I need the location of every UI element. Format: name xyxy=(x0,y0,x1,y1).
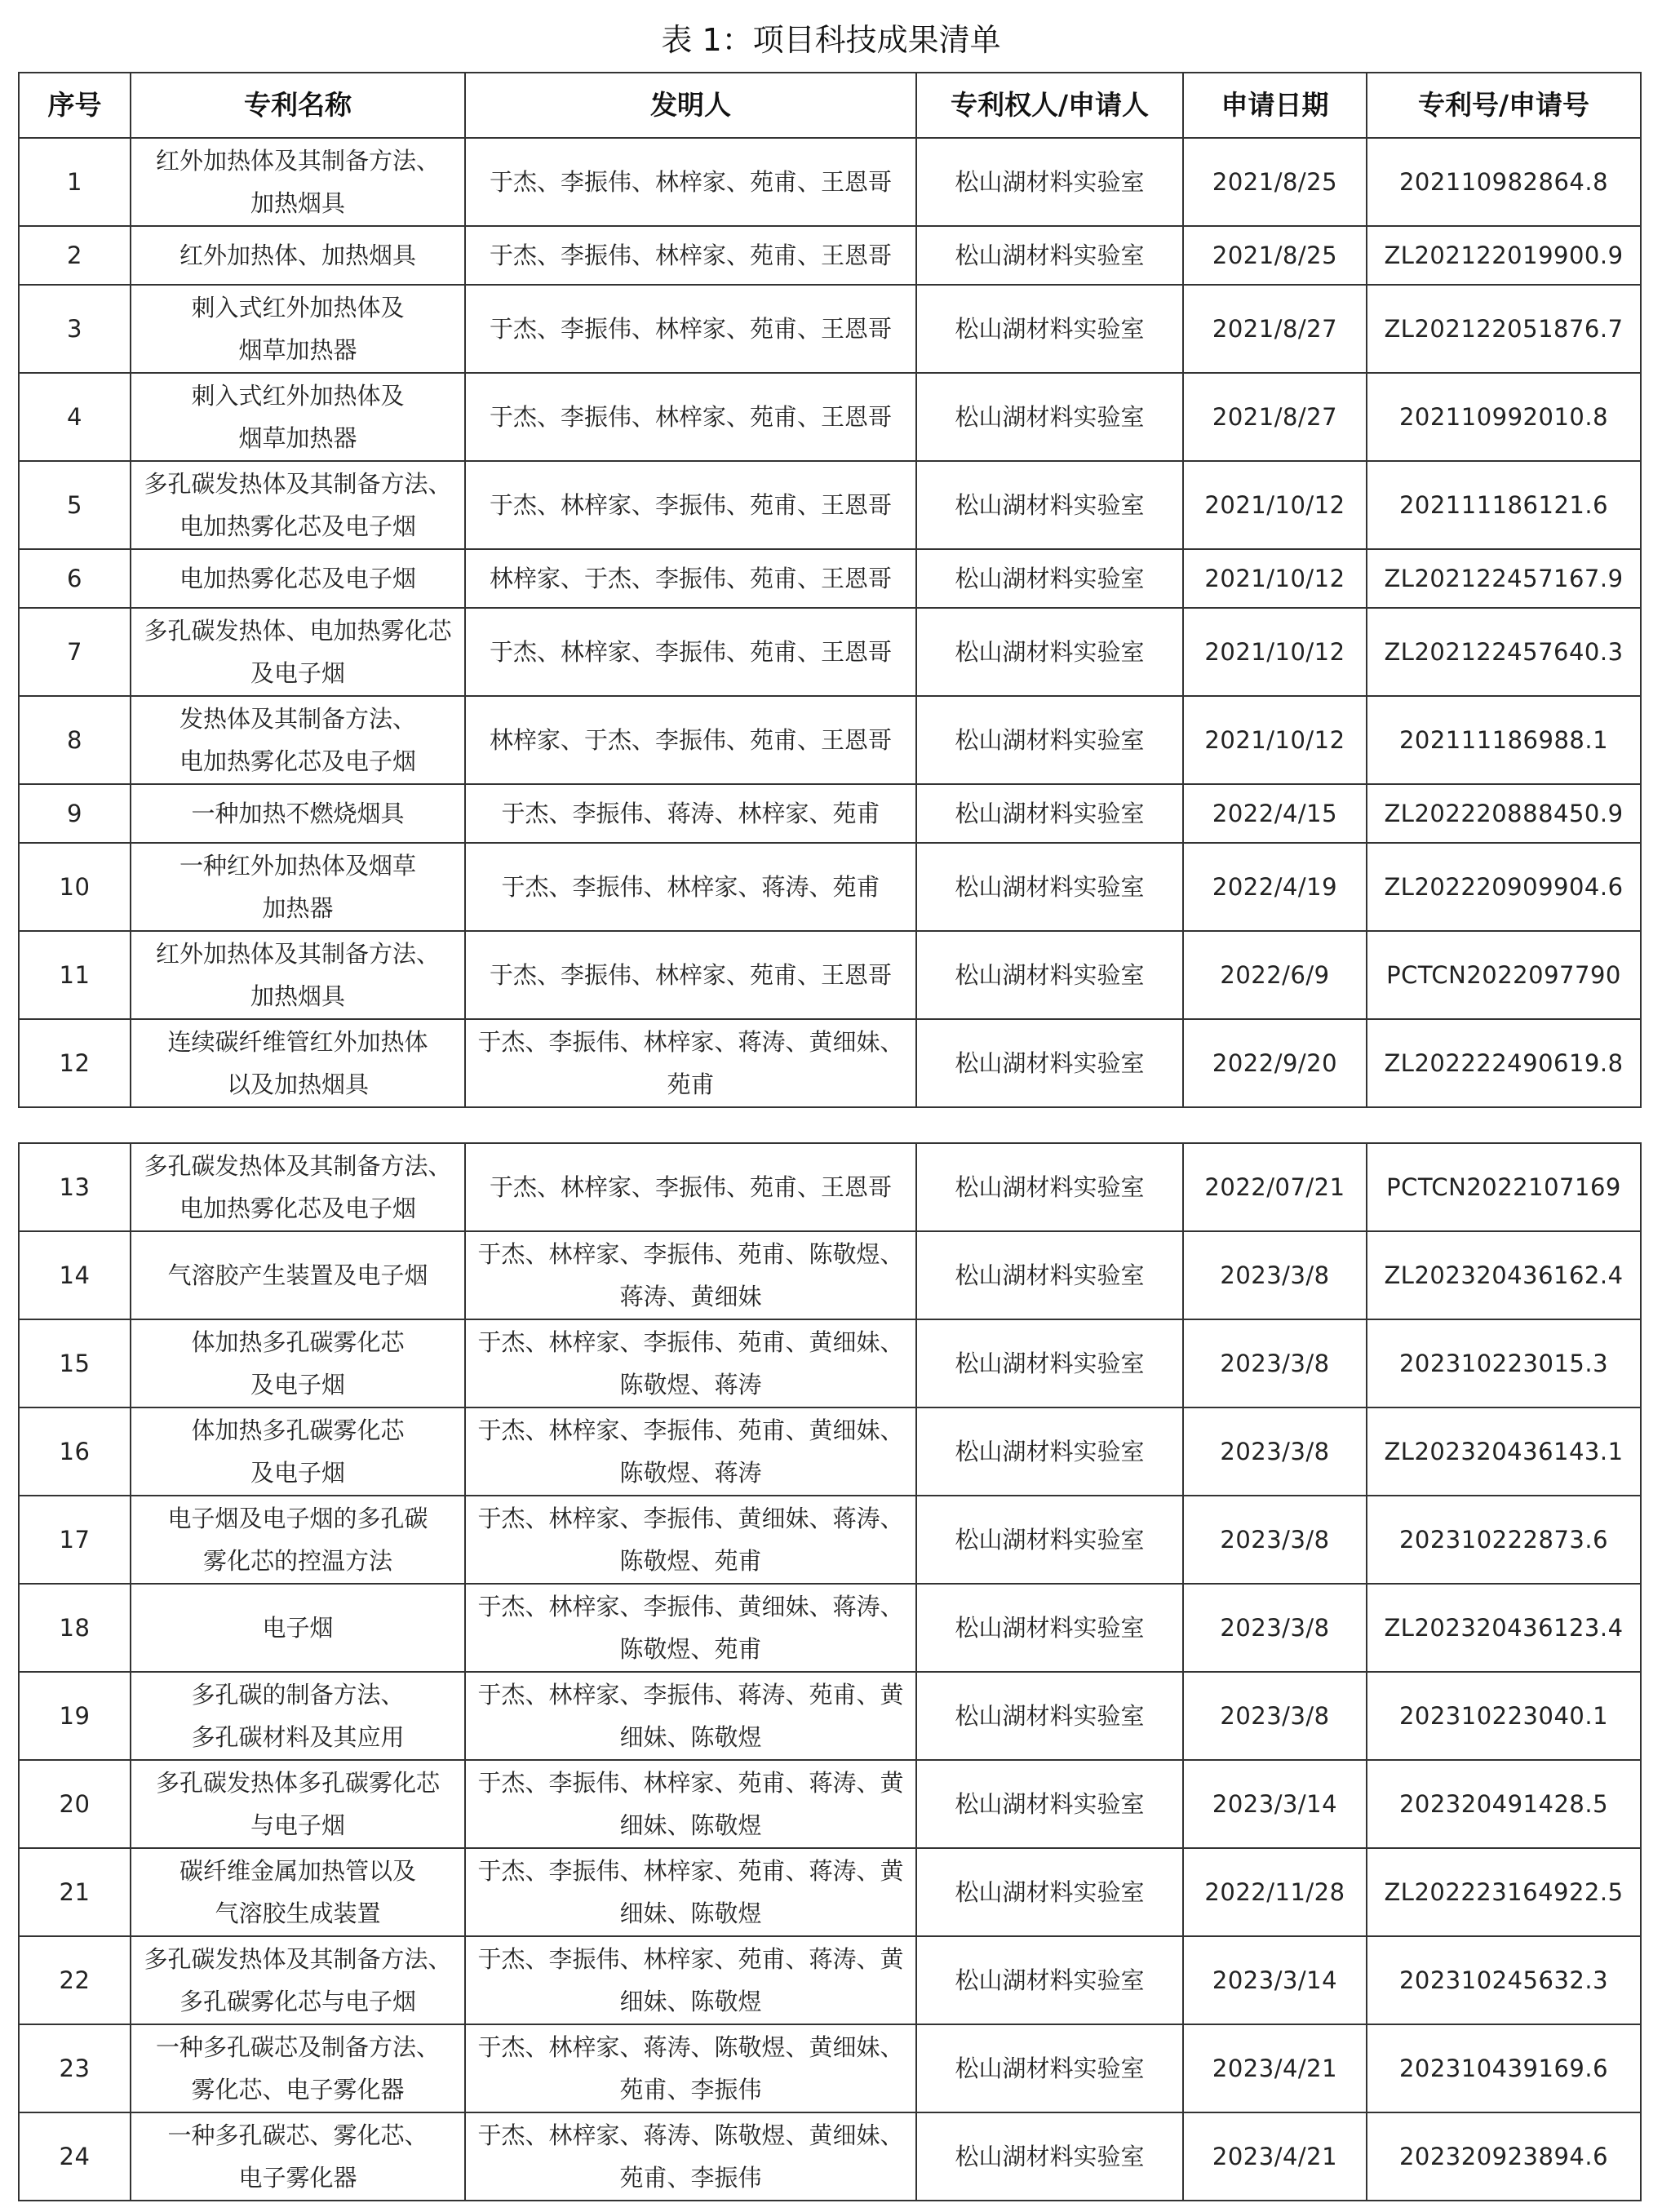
cell-patent-name-line: 电子雾化器 xyxy=(238,2164,357,2192)
table-row xyxy=(19,373,1641,461)
cell-patent-name xyxy=(131,1848,465,1936)
cell-inventors-line: 于杰、李振伟、林梓家、苑甫、王恩哥 xyxy=(489,242,892,269)
table-row xyxy=(19,1407,1641,1496)
table-row xyxy=(19,138,1641,226)
cell-patent-name-line: 多孔碳发热体及其制备方法、 xyxy=(144,1152,452,1180)
cell-serial-no: 19 xyxy=(19,1672,131,1760)
cell-patent-name xyxy=(131,461,465,549)
cell-owner: 松山湖材料实验室 xyxy=(916,1496,1183,1584)
cell-inventors xyxy=(465,1760,916,1848)
cell-inventors xyxy=(465,1019,916,1107)
cell-patent-name-line: 及电子烟 xyxy=(250,1459,345,1487)
cell-inventors xyxy=(465,461,916,549)
cell-inventors-line: 于杰、李振伟、林梓家、苑甫、王恩哥 xyxy=(489,403,892,431)
cell-inventors xyxy=(465,931,916,1019)
cell-inventors-line: 陈敬煜、蒋涛 xyxy=(619,1459,762,1487)
cell-patent-name-line: 一种多孔碳芯及制备方法、 xyxy=(155,2033,440,2061)
cell-inventors-line: 于杰、林梓家、李振伟、苑甫、王恩哥 xyxy=(489,1173,892,1201)
cell-inventors xyxy=(465,1143,916,1231)
cell-patent-number: ZL202220909904.6 xyxy=(1367,843,1641,931)
cell-patent-name xyxy=(131,1407,465,1496)
cell-inventors xyxy=(465,138,916,226)
cell-serial-no: 20 xyxy=(19,1760,131,1848)
cell-patent-name xyxy=(131,696,465,784)
cell-owner: 松山湖材料实验室 xyxy=(916,843,1183,931)
cell-patent-name-line: 多孔碳材料及其应用 xyxy=(191,1723,405,1751)
cell-inventors-line: 细妹、陈敬煜 xyxy=(619,1723,762,1751)
header-application-date: 申请日期 xyxy=(1183,73,1367,138)
header-patent-name: 专利名称 xyxy=(131,73,465,138)
cell-patent-name xyxy=(131,2024,465,2112)
header-inventors: 发明人 xyxy=(465,73,916,138)
cell-serial-no: 13 xyxy=(19,1143,131,1231)
cell-patent-name xyxy=(131,1231,465,1319)
cell-serial-no: 11 xyxy=(19,931,131,1019)
cell-patent-name-line: 多孔碳的制备方法、 xyxy=(191,1681,405,1709)
cell-serial-no: 14 xyxy=(19,1231,131,1319)
cell-patent-name-line: 一种加热不燃烧烟具 xyxy=(191,800,405,827)
cell-patent-number: ZL202122051876.7 xyxy=(1367,285,1641,373)
patent-table-part2 xyxy=(18,1142,1642,2201)
cell-patent-number: ZL202320436123.4 xyxy=(1367,1584,1641,1672)
cell-owner: 松山湖材料实验室 xyxy=(916,608,1183,696)
cell-patent-number: ZL202122457167.9 xyxy=(1367,549,1641,608)
cell-inventors-line: 细妹、陈敬煜 xyxy=(619,1899,762,1927)
cell-owner: 松山湖材料实验室 xyxy=(916,226,1183,285)
cell-patent-name-line: 多孔碳发热体及其制备方法、 xyxy=(144,470,452,498)
cell-patent-number: ZL202320436143.1 xyxy=(1367,1407,1641,1496)
cell-serial-no: 4 xyxy=(19,373,131,461)
cell-patent-name xyxy=(131,373,465,461)
cell-application-date: 2023/3/8 xyxy=(1183,1319,1367,1407)
cell-inventors-line: 苑甫 xyxy=(667,1071,715,1098)
cell-patent-name-line: 红外加热体及其制备方法、 xyxy=(155,147,440,175)
cell-patent-number: 202310439169.6 xyxy=(1367,2024,1641,2112)
cell-application-date: 2023/3/14 xyxy=(1183,1760,1367,1848)
cell-patent-name xyxy=(131,549,465,608)
cell-application-date: 2023/3/8 xyxy=(1183,1496,1367,1584)
cell-serial-no: 7 xyxy=(19,608,131,696)
cell-patent-name xyxy=(131,1319,465,1407)
cell-patent-number: 202111186988.1 xyxy=(1367,696,1641,784)
cell-inventors-line: 于杰、李振伟、林梓家、蒋涛、苑甫 xyxy=(501,873,880,901)
cell-inventors-line: 于杰、林梓家、蒋涛、陈敬煜、黄细妹、 xyxy=(477,2033,904,2061)
cell-inventors-line: 蒋涛、黄细妹 xyxy=(619,1283,762,1310)
table-body xyxy=(19,1143,1641,2201)
cell-patent-name xyxy=(131,608,465,696)
cell-patent-name xyxy=(131,1143,465,1231)
cell-patent-name-line: 雾化芯的控温方法 xyxy=(202,1547,392,1575)
cell-inventors-line: 于杰、李振伟、林梓家、苑甫、王恩哥 xyxy=(489,168,892,196)
cell-patent-name-line: 一种红外加热体及烟草 xyxy=(179,852,416,880)
table-row xyxy=(19,2112,1641,2201)
cell-inventors xyxy=(465,608,916,696)
table-row xyxy=(19,931,1641,1019)
cell-owner: 松山湖材料实验室 xyxy=(916,138,1183,226)
cell-application-date: 2021/8/25 xyxy=(1183,226,1367,285)
cell-patent-name-line: 气溶胶生成装置 xyxy=(215,1899,381,1927)
table-row xyxy=(19,1496,1641,1584)
cell-patent-name-line: 刺入式红外加热体及 xyxy=(191,294,405,321)
cell-patent-name-line: 多孔碳发热体及其制备方法、 xyxy=(144,1945,452,1973)
cell-inventors xyxy=(465,373,916,461)
cell-owner: 松山湖材料实验室 xyxy=(916,373,1183,461)
page-title: 表 1：项目科技成果清单 xyxy=(661,22,1001,58)
table-row xyxy=(19,1936,1641,2024)
cell-inventors-line: 于杰、林梓家、李振伟、苑甫、王恩哥 xyxy=(489,491,892,519)
cell-inventors-line: 于杰、李振伟、林梓家、蒋涛、黄细妹、 xyxy=(477,1028,904,1056)
cell-inventors-line: 于杰、林梓家、李振伟、苑甫、黄细妹、 xyxy=(477,1328,904,1356)
cell-patent-number: 202310223040.1 xyxy=(1367,1672,1641,1760)
cell-patent-name-line: 加热烟具 xyxy=(250,189,345,217)
cell-inventors xyxy=(465,1672,916,1760)
table-row xyxy=(19,608,1641,696)
cell-application-date: 2023/3/8 xyxy=(1183,1584,1367,1672)
cell-patent-name-line: 体加热多孔碳雾化芯 xyxy=(191,1416,405,1444)
cell-patent-name xyxy=(131,138,465,226)
cell-serial-no: 23 xyxy=(19,2024,131,2112)
cell-serial-no: 18 xyxy=(19,1584,131,1672)
table-row xyxy=(19,696,1641,784)
cell-inventors xyxy=(465,1936,916,2024)
cell-patent-name-line: 电加热雾化芯及电子烟 xyxy=(179,747,416,775)
cell-owner: 松山湖材料实验室 xyxy=(916,1319,1183,1407)
cell-inventors-line: 于杰、李振伟、蒋涛、林梓家、苑甫 xyxy=(501,800,880,827)
cell-patent-number: 202310245632.3 xyxy=(1367,1936,1641,2024)
cell-inventors xyxy=(465,1496,916,1584)
cell-application-date: 2023/4/21 xyxy=(1183,2024,1367,2112)
cell-application-date: 2022/4/15 xyxy=(1183,784,1367,843)
table-body xyxy=(19,138,1641,1107)
cell-owner: 松山湖材料实验室 xyxy=(916,461,1183,549)
cell-patent-number: ZL202222490619.8 xyxy=(1367,1019,1641,1107)
cell-patent-name-line: 气溶胶产生装置及电子烟 xyxy=(167,1261,428,1289)
table-row xyxy=(19,226,1641,285)
cell-application-date: 2023/3/8 xyxy=(1183,1407,1367,1496)
cell-application-date: 2021/8/27 xyxy=(1183,285,1367,373)
cell-inventors-line: 陈敬煜、蒋涛 xyxy=(619,1371,762,1399)
cell-patent-name-line: 与电子烟 xyxy=(250,1811,345,1839)
cell-owner: 松山湖材料实验室 xyxy=(916,1584,1183,1672)
cell-application-date: 2023/3/14 xyxy=(1183,1936,1367,2024)
cell-application-date: 2023/3/8 xyxy=(1183,1231,1367,1319)
cell-serial-no: 17 xyxy=(19,1496,131,1584)
cell-serial-no: 5 xyxy=(19,461,131,549)
cell-application-date: 2021/10/12 xyxy=(1183,608,1367,696)
table-row xyxy=(19,784,1641,843)
cell-patent-name xyxy=(131,784,465,843)
table-row xyxy=(19,2024,1641,2112)
cell-patent-number: 202310222873.6 xyxy=(1367,1496,1641,1584)
cell-inventors xyxy=(465,549,916,608)
cell-application-date: 2021/10/12 xyxy=(1183,461,1367,549)
cell-application-date: 2022/11/28 xyxy=(1183,1848,1367,1936)
cell-application-date: 2022/6/9 xyxy=(1183,931,1367,1019)
table-row xyxy=(19,1231,1641,1319)
cell-inventors-line: 于杰、林梓家、李振伟、苑甫、陈敬煜、 xyxy=(477,1240,904,1268)
cell-inventors xyxy=(465,696,916,784)
table-row xyxy=(19,1019,1641,1107)
cell-patent-name xyxy=(131,1672,465,1760)
cell-application-date: 2022/4/19 xyxy=(1183,843,1367,931)
cell-serial-no: 10 xyxy=(19,843,131,931)
table-row xyxy=(19,1672,1641,1760)
cell-owner: 松山湖材料实验室 xyxy=(916,549,1183,608)
cell-inventors-line: 苑甫、李振伟 xyxy=(619,2076,762,2103)
cell-patent-name-line: 连续碳纤维管红外加热体 xyxy=(167,1028,428,1056)
cell-serial-no: 15 xyxy=(19,1319,131,1407)
cell-inventors xyxy=(465,226,916,285)
cell-application-date: 2021/10/12 xyxy=(1183,696,1367,784)
cell-patent-name-line: 及电子烟 xyxy=(250,659,345,687)
cell-patent-name-line: 加热烟具 xyxy=(250,982,345,1010)
cell-patent-name xyxy=(131,931,465,1019)
table-row xyxy=(19,1760,1641,1848)
table-row xyxy=(19,549,1641,608)
cell-patent-name xyxy=(131,1760,465,1848)
cell-inventors-line: 于杰、林梓家、李振伟、苑甫、黄细妹、 xyxy=(477,1416,904,1444)
table-header-row xyxy=(19,73,1641,138)
cell-patent-name xyxy=(131,1019,465,1107)
cell-patent-name xyxy=(131,843,465,931)
table-row xyxy=(19,285,1641,373)
cell-application-date: 2023/3/8 xyxy=(1183,1672,1367,1760)
cell-patent-name xyxy=(131,1584,465,1672)
cell-application-date: 2022/07/21 xyxy=(1183,1143,1367,1231)
cell-patent-number: 202320491428.5 xyxy=(1367,1760,1641,1848)
cell-owner: 松山湖材料实验室 xyxy=(916,1760,1183,1848)
cell-inventors xyxy=(465,843,916,931)
cell-owner: 松山湖材料实验室 xyxy=(916,1407,1183,1496)
cell-patent-name-line: 电子烟 xyxy=(262,1614,334,1642)
cell-owner: 松山湖材料实验室 xyxy=(916,285,1183,373)
cell-patent-number: 202110992010.8 xyxy=(1367,373,1641,461)
cell-serial-no: 9 xyxy=(19,784,131,843)
cell-serial-no: 6 xyxy=(19,549,131,608)
cell-owner: 松山湖材料实验室 xyxy=(916,696,1183,784)
cell-patent-name-line: 红外加热体及其制备方法、 xyxy=(155,940,440,968)
cell-serial-no: 12 xyxy=(19,1019,131,1107)
cell-patent-name-line: 红外加热体、加热烟具 xyxy=(179,242,416,269)
cell-owner: 松山湖材料实验室 xyxy=(916,1936,1183,2024)
table-row xyxy=(19,1584,1641,1672)
table-row xyxy=(19,843,1641,931)
cell-serial-no: 1 xyxy=(19,138,131,226)
cell-owner: 松山湖材料实验室 xyxy=(916,2024,1183,2112)
cell-patent-number: ZL202320436162.4 xyxy=(1367,1231,1641,1319)
header-patent-number: 专利号/申请号 xyxy=(1367,73,1641,138)
cell-patent-number: 202111186121.6 xyxy=(1367,461,1641,549)
cell-owner: 松山湖材料实验室 xyxy=(916,784,1183,843)
cell-inventors-line: 于杰、李振伟、林梓家、苑甫、蒋涛、黄 xyxy=(477,1945,904,1973)
table-row xyxy=(19,461,1641,549)
cell-patent-name-line: 刺入式红外加热体及 xyxy=(191,382,405,410)
cell-inventors xyxy=(465,784,916,843)
cell-patent-name xyxy=(131,226,465,285)
cell-inventors-line: 于杰、李振伟、林梓家、苑甫、王恩哥 xyxy=(489,315,892,343)
cell-inventors-line: 于杰、李振伟、林梓家、苑甫、蒋涛、黄 xyxy=(477,1857,904,1885)
cell-inventors xyxy=(465,1407,916,1496)
cell-patent-name-line: 多孔碳雾化芯与电子烟 xyxy=(179,1988,416,2015)
cell-patent-name-line: 烟草加热器 xyxy=(238,424,357,452)
cell-inventors-line: 于杰、林梓家、李振伟、黄细妹、蒋涛、 xyxy=(477,1593,904,1620)
cell-inventors xyxy=(465,2112,916,2201)
cell-serial-no: 3 xyxy=(19,285,131,373)
cell-inventors-line: 陈敬煜、苑甫 xyxy=(619,1635,762,1663)
table-row xyxy=(19,1143,1641,1231)
cell-serial-no: 2 xyxy=(19,226,131,285)
cell-inventors-line: 于杰、李振伟、林梓家、苑甫、蒋涛、黄 xyxy=(477,1769,904,1797)
cell-application-date: 2023/4/21 xyxy=(1183,2112,1367,2201)
cell-owner: 松山湖材料实验室 xyxy=(916,1143,1183,1231)
cell-patent-name-line: 雾化芯、电子雾化器 xyxy=(191,2076,405,2103)
cell-patent-name xyxy=(131,2112,465,2201)
cell-patent-name-line: 加热器 xyxy=(262,894,334,922)
cell-patent-number: ZL202220888450.9 xyxy=(1367,784,1641,843)
cell-inventors-line: 于杰、林梓家、蒋涛、陈敬煜、黄细妹、 xyxy=(477,2121,904,2149)
cell-patent-name-line: 多孔碳发热体多孔碳雾化芯 xyxy=(155,1769,440,1797)
cell-patent-number: 202110982864.8 xyxy=(1367,138,1641,226)
cell-patent-name-line: 电子烟及电子烟的多孔碳 xyxy=(167,1505,428,1532)
cell-inventors xyxy=(465,2024,916,2112)
cell-inventors-line: 细妹、陈敬煜 xyxy=(619,1811,762,1839)
table-row xyxy=(19,1319,1641,1407)
cell-patent-name-line: 电加热雾化芯及电子烟 xyxy=(179,1195,416,1222)
cell-owner: 松山湖材料实验室 xyxy=(916,1019,1183,1107)
cell-owner: 松山湖材料实验室 xyxy=(916,2112,1183,2201)
cell-patent-name-line: 多孔碳发热体、电加热雾化芯 xyxy=(144,617,452,645)
cell-patent-number: ZL202122019900.9 xyxy=(1367,226,1641,285)
cell-patent-name-line: 体加热多孔碳雾化芯 xyxy=(191,1328,405,1356)
cell-serial-no: 22 xyxy=(19,1936,131,2024)
cell-patent-number: 202310223015.3 xyxy=(1367,1319,1641,1407)
cell-inventors xyxy=(465,1231,916,1319)
cell-inventors-line: 苑甫、李振伟 xyxy=(619,2164,762,2192)
cell-patent-name xyxy=(131,285,465,373)
cell-serial-no: 16 xyxy=(19,1407,131,1496)
cell-owner: 松山湖材料实验室 xyxy=(916,1848,1183,1936)
cell-owner: 松山湖材料实验室 xyxy=(916,1231,1183,1319)
cell-patent-name-line: 碳纤维金属加热管以及 xyxy=(179,1857,416,1885)
cell-patent-name-line: 发热体及其制备方法、 xyxy=(179,705,416,733)
cell-serial-no: 21 xyxy=(19,1848,131,1936)
cell-inventors xyxy=(465,1584,916,1672)
cell-patent-number: PCTCN2022097790 xyxy=(1367,931,1641,1019)
cell-inventors-line: 细妹、陈敬煜 xyxy=(619,1988,762,2015)
cell-owner: 松山湖材料实验室 xyxy=(916,931,1183,1019)
cell-patent-number: 202320923894.6 xyxy=(1367,2112,1641,2201)
cell-patent-name-line: 电加热雾化芯及电子烟 xyxy=(179,512,416,540)
cell-inventors-line: 于杰、林梓家、李振伟、苑甫、王恩哥 xyxy=(489,638,892,666)
cell-serial-no: 8 xyxy=(19,696,131,784)
cell-serial-no: 24 xyxy=(19,2112,131,2201)
cell-patent-name-line: 及电子烟 xyxy=(250,1371,345,1399)
cell-patent-number: ZL202223164922.5 xyxy=(1367,1848,1641,1936)
cell-patent-name-line: 以及加热烟具 xyxy=(226,1071,369,1098)
patent-table-part1 xyxy=(18,72,1642,1108)
cell-inventors-line: 于杰、林梓家、李振伟、黄细妹、蒋涛、 xyxy=(477,1505,904,1532)
cell-patent-name-line: 烟草加热器 xyxy=(238,336,357,364)
cell-inventors-line: 于杰、林梓家、李振伟、蒋涛、苑甫、黄 xyxy=(477,1681,904,1709)
cell-patent-name-line: 一种多孔碳芯、雾化芯、 xyxy=(167,2121,428,2149)
cell-application-date: 2021/8/27 xyxy=(1183,373,1367,461)
cell-patent-name-line: 电加热雾化芯及电子烟 xyxy=(179,565,416,592)
cell-owner: 松山湖材料实验室 xyxy=(916,1672,1183,1760)
cell-inventors xyxy=(465,1848,916,1936)
header-serial-no: 序号 xyxy=(19,73,131,138)
cell-application-date: 2021/8/25 xyxy=(1183,138,1367,226)
cell-inventors-line: 林梓家、于杰、李振伟、苑甫、王恩哥 xyxy=(489,726,892,754)
cell-inventors-line: 陈敬煜、苑甫 xyxy=(619,1547,762,1575)
cell-inventors-line: 林梓家、于杰、李振伟、苑甫、王恩哥 xyxy=(489,565,892,592)
cell-patent-name xyxy=(131,1936,465,2024)
cell-patent-number: ZL202122457640.3 xyxy=(1367,608,1641,696)
cell-inventors-line: 于杰、李振伟、林梓家、苑甫、王恩哥 xyxy=(489,961,892,989)
cell-inventors xyxy=(465,285,916,373)
cell-inventors xyxy=(465,1319,916,1407)
cell-application-date: 2022/9/20 xyxy=(1183,1019,1367,1107)
header-owner: 专利权人/申请人 xyxy=(916,73,1183,138)
cell-patent-number: PCTCN2022107169 xyxy=(1367,1143,1641,1231)
cell-application-date: 2021/10/12 xyxy=(1183,549,1367,608)
cell-patent-name xyxy=(131,1496,465,1584)
table-row xyxy=(19,1848,1641,1936)
